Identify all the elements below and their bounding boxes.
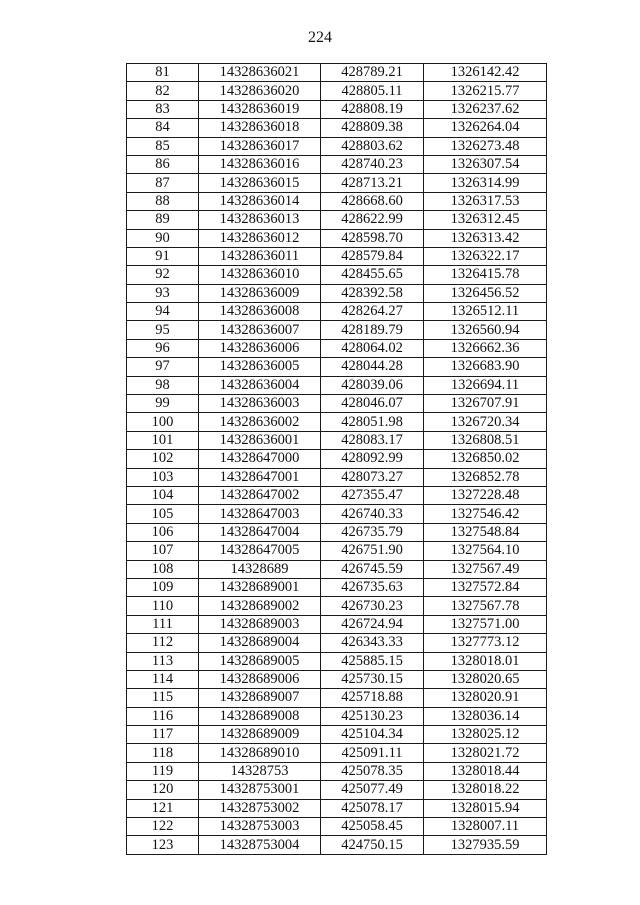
row-number-cell: 111 — [127, 615, 199, 633]
y-coordinate-cell: 1328018.22 — [424, 781, 547, 799]
x-coordinate-cell: 425730.15 — [321, 670, 424, 688]
row-number-cell: 82 — [127, 82, 199, 100]
row-number-cell: 121 — [127, 799, 199, 817]
row-number-cell: 99 — [127, 395, 199, 413]
x-coordinate-cell: 428189.79 — [321, 321, 424, 339]
table-row — [127, 744, 547, 762]
table-row — [127, 413, 547, 431]
point-id-cell: 14328636019 — [199, 100, 321, 118]
row-number-cell: 116 — [127, 707, 199, 725]
row-number-cell: 115 — [127, 689, 199, 707]
point-id-cell: 14328636005 — [199, 358, 321, 376]
point-id-cell: 14328647005 — [199, 542, 321, 560]
table-row — [127, 486, 547, 504]
y-coordinate-cell: 1326560.94 — [424, 321, 547, 339]
point-id-cell: 14328689003 — [199, 615, 321, 633]
row-number-cell: 117 — [127, 726, 199, 744]
y-coordinate-cell: 1328018.01 — [424, 652, 547, 670]
point-id-cell: 14328636018 — [199, 119, 321, 137]
x-coordinate-cell: 428264.27 — [321, 303, 424, 321]
x-coordinate-cell: 428805.11 — [321, 82, 424, 100]
point-id-cell: 14328689002 — [199, 597, 321, 615]
row-number-cell: 105 — [127, 505, 199, 523]
table-row — [127, 707, 547, 725]
y-coordinate-cell: 1326313.42 — [424, 229, 547, 247]
y-coordinate-cell: 1327567.78 — [424, 597, 547, 615]
row-number-cell: 118 — [127, 744, 199, 762]
x-coordinate-cell: 425885.15 — [321, 652, 424, 670]
row-number-cell: 91 — [127, 247, 199, 265]
x-coordinate-cell: 425058.45 — [321, 818, 424, 836]
y-coordinate-cell: 1328015.94 — [424, 799, 547, 817]
table-row — [127, 762, 547, 780]
table-row — [127, 670, 547, 688]
y-coordinate-cell: 1328007.11 — [424, 818, 547, 836]
x-coordinate-cell: 425077.49 — [321, 781, 424, 799]
point-id-cell: 14328636016 — [199, 155, 321, 173]
y-coordinate-cell: 1326694.11 — [424, 376, 547, 394]
x-coordinate-cell: 428073.27 — [321, 468, 424, 486]
x-coordinate-cell: 425718.88 — [321, 689, 424, 707]
x-coordinate-cell: 425078.35 — [321, 762, 424, 780]
x-coordinate-cell: 428668.60 — [321, 192, 424, 210]
table-row — [127, 597, 547, 615]
x-coordinate-cell: 424750.15 — [321, 836, 424, 854]
table-row — [127, 578, 547, 596]
table-row — [127, 303, 547, 321]
point-id-cell: 14328647000 — [199, 450, 321, 468]
point-id-cell: 14328636008 — [199, 303, 321, 321]
table-row — [127, 505, 547, 523]
table-row — [127, 468, 547, 486]
x-coordinate-cell: 428808.19 — [321, 100, 424, 118]
table-row — [127, 247, 547, 265]
y-coordinate-cell: 1327228.48 — [424, 486, 547, 504]
x-coordinate-cell: 428092.99 — [321, 450, 424, 468]
x-coordinate-cell: 428044.28 — [321, 358, 424, 376]
point-id-cell: 14328636006 — [199, 339, 321, 357]
point-id-cell: 14328647002 — [199, 486, 321, 504]
row-number-cell: 110 — [127, 597, 199, 615]
y-coordinate-cell: 1327571.00 — [424, 615, 547, 633]
point-id-cell: 14328636013 — [199, 211, 321, 229]
point-id-cell: 14328753002 — [199, 799, 321, 817]
y-coordinate-cell: 1326237.62 — [424, 100, 547, 118]
row-number-cell: 113 — [127, 652, 199, 670]
point-id-cell: 14328689008 — [199, 707, 321, 725]
point-id-cell: 14328647001 — [199, 468, 321, 486]
x-coordinate-cell: 426343.33 — [321, 634, 424, 652]
row-number-cell: 100 — [127, 413, 199, 431]
x-coordinate-cell: 426735.63 — [321, 578, 424, 596]
point-id-cell: 14328636021 — [199, 64, 321, 82]
table-row — [127, 155, 547, 173]
point-id-cell: 14328689 — [199, 560, 321, 578]
y-coordinate-cell: 1327546.42 — [424, 505, 547, 523]
point-id-cell: 14328689004 — [199, 634, 321, 652]
point-id-cell: 14328753001 — [199, 781, 321, 799]
y-coordinate-cell: 1326307.54 — [424, 155, 547, 173]
point-id-cell: 14328636012 — [199, 229, 321, 247]
y-coordinate-cell: 1326683.90 — [424, 358, 547, 376]
row-number-cell: 83 — [127, 100, 199, 118]
table-row — [127, 137, 547, 155]
row-number-cell: 104 — [127, 486, 199, 504]
table-row — [127, 799, 547, 817]
table-row — [127, 726, 547, 744]
row-number-cell: 93 — [127, 284, 199, 302]
table-row — [127, 781, 547, 799]
row-number-cell: 120 — [127, 781, 199, 799]
y-coordinate-cell: 1326273.48 — [424, 137, 547, 155]
x-coordinate-cell: 428789.21 — [321, 64, 424, 82]
y-coordinate-cell: 1326512.11 — [424, 303, 547, 321]
point-id-cell: 14328689005 — [199, 652, 321, 670]
x-coordinate-cell: 428598.70 — [321, 229, 424, 247]
x-coordinate-cell: 426724.94 — [321, 615, 424, 633]
point-id-cell: 14328689001 — [199, 578, 321, 596]
table-row — [127, 376, 547, 394]
y-coordinate-cell: 1327567.49 — [424, 560, 547, 578]
point-id-cell: 14328647003 — [199, 505, 321, 523]
y-coordinate-cell: 1326707.91 — [424, 395, 547, 413]
x-coordinate-cell: 426740.33 — [321, 505, 424, 523]
x-coordinate-cell: 428713.21 — [321, 174, 424, 192]
x-coordinate-cell: 428809.38 — [321, 119, 424, 137]
y-coordinate-cell: 1327935.59 — [424, 836, 547, 854]
y-coordinate-cell: 1326322.17 — [424, 247, 547, 265]
x-coordinate-cell: 428740.23 — [321, 155, 424, 173]
point-id-cell: 14328636004 — [199, 376, 321, 394]
table-row — [127, 266, 547, 284]
table-row — [127, 174, 547, 192]
x-coordinate-cell: 425130.23 — [321, 707, 424, 725]
x-coordinate-cell: 426735.79 — [321, 523, 424, 541]
x-coordinate-cell: 427355.47 — [321, 486, 424, 504]
point-id-cell: 14328636002 — [199, 413, 321, 431]
table-row — [127, 358, 547, 376]
y-coordinate-cell: 1326264.04 — [424, 119, 547, 137]
x-coordinate-cell: 428039.06 — [321, 376, 424, 394]
row-number-cell: 98 — [127, 376, 199, 394]
table-row — [127, 100, 547, 118]
table-row — [127, 211, 547, 229]
x-coordinate-cell: 428392.58 — [321, 284, 424, 302]
row-number-cell: 109 — [127, 578, 199, 596]
point-id-cell: 14328636001 — [199, 431, 321, 449]
table-row — [127, 615, 547, 633]
table-row — [127, 321, 547, 339]
row-number-cell: 102 — [127, 450, 199, 468]
y-coordinate-cell: 1326850.02 — [424, 450, 547, 468]
row-number-cell: 89 — [127, 211, 199, 229]
y-coordinate-cell: 1326215.77 — [424, 82, 547, 100]
row-number-cell: 84 — [127, 119, 199, 137]
coordinates-table — [126, 63, 547, 855]
row-number-cell: 86 — [127, 155, 199, 173]
y-coordinate-cell: 1326312.45 — [424, 211, 547, 229]
table-row — [127, 82, 547, 100]
table-row — [127, 450, 547, 468]
row-number-cell: 122 — [127, 818, 199, 836]
point-id-cell: 14328689010 — [199, 744, 321, 762]
row-number-cell: 101 — [127, 431, 199, 449]
row-number-cell: 97 — [127, 358, 199, 376]
y-coordinate-cell: 1327773.12 — [424, 634, 547, 652]
point-id-cell: 14328636003 — [199, 395, 321, 413]
table-row — [127, 836, 547, 854]
y-coordinate-cell: 1326808.51 — [424, 431, 547, 449]
page-number: 224 — [308, 29, 332, 46]
row-number-cell: 81 — [127, 64, 199, 82]
row-number-cell: 119 — [127, 762, 199, 780]
point-id-cell: 14328636017 — [199, 137, 321, 155]
point-id-cell: 14328636009 — [199, 284, 321, 302]
row-number-cell: 85 — [127, 137, 199, 155]
table-row — [127, 560, 547, 578]
y-coordinate-cell: 1327564.10 — [424, 542, 547, 560]
x-coordinate-cell: 428622.99 — [321, 211, 424, 229]
table-row — [127, 395, 547, 413]
row-number-cell: 92 — [127, 266, 199, 284]
row-number-cell: 123 — [127, 836, 199, 854]
y-coordinate-cell: 1326720.34 — [424, 413, 547, 431]
row-number-cell: 103 — [127, 468, 199, 486]
table-row — [127, 634, 547, 652]
row-number-cell: 112 — [127, 634, 199, 652]
x-coordinate-cell: 428064.02 — [321, 339, 424, 357]
point-id-cell: 14328647004 — [199, 523, 321, 541]
point-id-cell: 14328689006 — [199, 670, 321, 688]
point-id-cell: 14328753004 — [199, 836, 321, 854]
x-coordinate-cell: 428046.07 — [321, 395, 424, 413]
point-id-cell: 14328636010 — [199, 266, 321, 284]
y-coordinate-cell: 1327548.84 — [424, 523, 547, 541]
x-coordinate-cell: 428803.62 — [321, 137, 424, 155]
y-coordinate-cell: 1328021.72 — [424, 744, 547, 762]
table-row — [127, 119, 547, 137]
x-coordinate-cell: 425091.11 — [321, 744, 424, 762]
table-row — [127, 523, 547, 541]
x-coordinate-cell: 428051.98 — [321, 413, 424, 431]
row-number-cell: 107 — [127, 542, 199, 560]
table-row — [127, 689, 547, 707]
y-coordinate-cell: 1326415.78 — [424, 266, 547, 284]
table-row — [127, 431, 547, 449]
y-coordinate-cell: 1326852.78 — [424, 468, 547, 486]
table-row — [127, 818, 547, 836]
y-coordinate-cell: 1327572.84 — [424, 578, 547, 596]
y-coordinate-cell: 1328020.91 — [424, 689, 547, 707]
y-coordinate-cell: 1326662.36 — [424, 339, 547, 357]
x-coordinate-cell: 426745.59 — [321, 560, 424, 578]
point-id-cell: 14328689009 — [199, 726, 321, 744]
y-coordinate-cell: 1328036.14 — [424, 707, 547, 725]
y-coordinate-cell: 1326142.42 — [424, 64, 547, 82]
table-row — [127, 64, 547, 82]
x-coordinate-cell: 425104.34 — [321, 726, 424, 744]
point-id-cell: 14328753 — [199, 762, 321, 780]
row-number-cell: 87 — [127, 174, 199, 192]
table-row — [127, 652, 547, 670]
point-id-cell: 14328636011 — [199, 247, 321, 265]
y-coordinate-cell: 1326314.99 — [424, 174, 547, 192]
y-coordinate-cell: 1326317.53 — [424, 192, 547, 210]
point-id-cell: 14328753003 — [199, 818, 321, 836]
table-row — [127, 542, 547, 560]
x-coordinate-cell: 425078.17 — [321, 799, 424, 817]
point-id-cell: 14328636007 — [199, 321, 321, 339]
row-number-cell: 106 — [127, 523, 199, 541]
table-row — [127, 192, 547, 210]
point-id-cell: 14328636014 — [199, 192, 321, 210]
y-coordinate-cell: 1328018.44 — [424, 762, 547, 780]
row-number-cell: 95 — [127, 321, 199, 339]
point-id-cell: 14328636020 — [199, 82, 321, 100]
row-number-cell: 94 — [127, 303, 199, 321]
y-coordinate-cell: 1326456.52 — [424, 284, 547, 302]
row-number-cell: 96 — [127, 339, 199, 357]
table-row — [127, 229, 547, 247]
y-coordinate-cell: 1328025.12 — [424, 726, 547, 744]
x-coordinate-cell: 428455.65 — [321, 266, 424, 284]
x-coordinate-cell: 426730.23 — [321, 597, 424, 615]
row-number-cell: 88 — [127, 192, 199, 210]
point-id-cell: 14328689007 — [199, 689, 321, 707]
x-coordinate-cell: 426751.90 — [321, 542, 424, 560]
row-number-cell: 90 — [127, 229, 199, 247]
coordinates-table-body — [127, 64, 547, 855]
x-coordinate-cell: 428083.17 — [321, 431, 424, 449]
row-number-cell: 108 — [127, 560, 199, 578]
table-row — [127, 339, 547, 357]
x-coordinate-cell: 428579.84 — [321, 247, 424, 265]
table-row — [127, 284, 547, 302]
y-coordinate-cell: 1328020.65 — [424, 670, 547, 688]
row-number-cell: 114 — [127, 670, 199, 688]
point-id-cell: 14328636015 — [199, 174, 321, 192]
